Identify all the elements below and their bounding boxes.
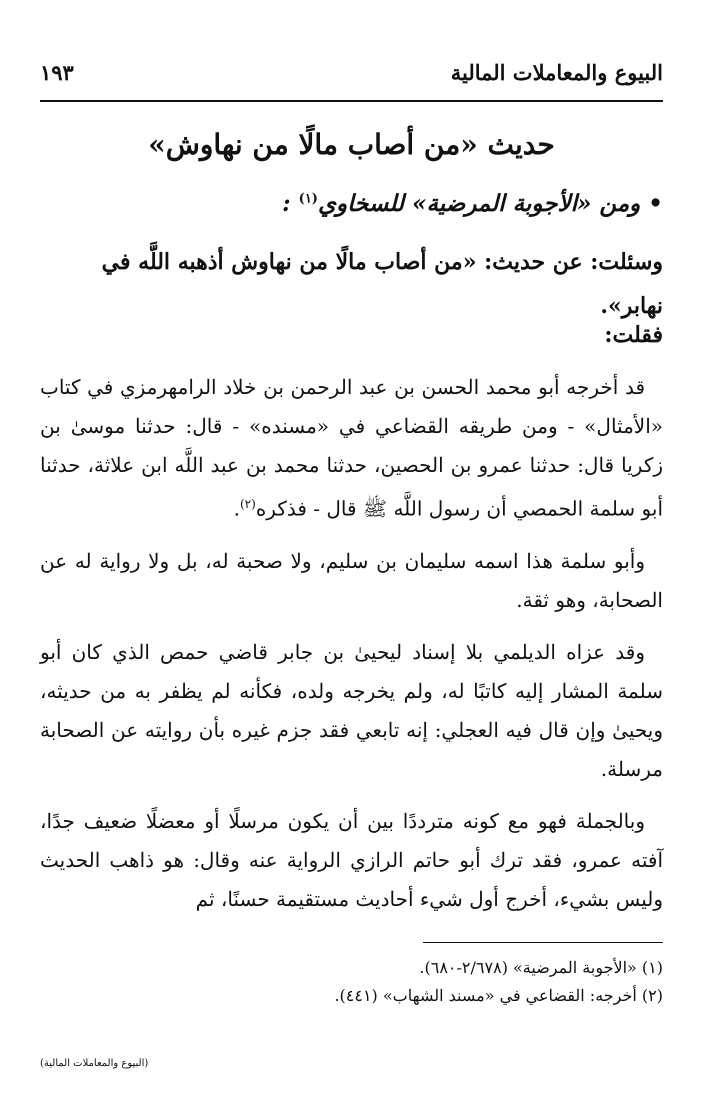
page-header	[40, 60, 663, 94]
paragraph	[40, 368, 663, 529]
paragraph-tail: .	[233, 496, 240, 521]
section-title: حديث «من أصاب مالًا من نهاوش»	[148, 128, 555, 161]
running-title: البيوع والمعاملات المالية	[450, 60, 663, 85]
paragraph-text: وأبو سلمة هذا اسمه سليمان بن سليم، ولا صحبة له، بل ولا رواية له عن الصحابة، وهو ثقة.	[40, 548, 663, 612]
source-trail: :	[282, 190, 299, 217]
footnotes	[40, 954, 663, 1010]
paragraph-text: وقد عزاه الديلمي بلا إسناد ليحيىٰ بن جابر قاضي حمص الذي كان أبو سلمة المشار إليه كاتبًا له، ولم يخرجه ولده، فكأنه لم يظفر به من حديثه، ويحيىٰ وإن قال فيه العجلي: إنه تابعي فقد جزم غيره بأن روايته عن الصحابة مرسلة.	[40, 639, 663, 781]
corner-note: (البيوع والمعاملات المالية)	[40, 1058, 149, 1069]
body-text	[40, 368, 663, 932]
paragraph	[40, 633, 663, 789]
page-number: ١٩٣	[40, 60, 74, 85]
answer-label: فقلت:	[604, 322, 663, 348]
footnote-divider	[423, 942, 663, 943]
header-divider	[40, 100, 663, 102]
footnote-ref-1[interactable]: (١)	[298, 191, 318, 207]
question-text: وسئلت: عن حديث: «من أصاب مالًا من نهاوش أذهبه اللَّه في نهابر».	[101, 249, 663, 319]
footnote-2: (٢) أخرجه: القضاعي في «مسند الشهاب» (٤٤١).	[334, 986, 663, 1005]
footnote-ref-2[interactable]: (٢)	[239, 497, 256, 511]
paragraph-text: قد أخرجه أبو محمد الحسن بن عبد الرحمن بن خلاد الرامهرمزي في كتاب «الأمثال» - ومن طريقه القضاعي في «مسنده» - قال: حدثنا موسىٰ بن زكريا قال: حدثنا عمرو بن الحصين، حدثنا محمد بن عبد اللَّه ابن علاثة، حدثنا أبو سلمة الحمصي أن رسول اللَّه ﷺ قال - فذكره	[40, 375, 664, 521]
paragraph	[40, 542, 663, 620]
footnote-1: (١) «الأجوبة المرضية» (٢/٦٧٨-٦٨٠).	[419, 958, 663, 977]
paragraph	[40, 802, 663, 919]
paragraph-text: وبالجملة فهو مع كونه مترددًا بين أن يكون مرسلًا أو معضلًا ضعيف جدًا، آفته عمرو، فقد ترك أبو حاتم الرازي الرواية عنه وقال: هو ذاهب الحديث وليس بشيء، أخرج أول شيء أحاديث مستقيمة حسنًا، ثم	[40, 808, 663, 911]
source-line	[40, 190, 663, 217]
source-text: • ومن «الأجوبة المرضية» للسخاوي	[317, 190, 663, 217]
